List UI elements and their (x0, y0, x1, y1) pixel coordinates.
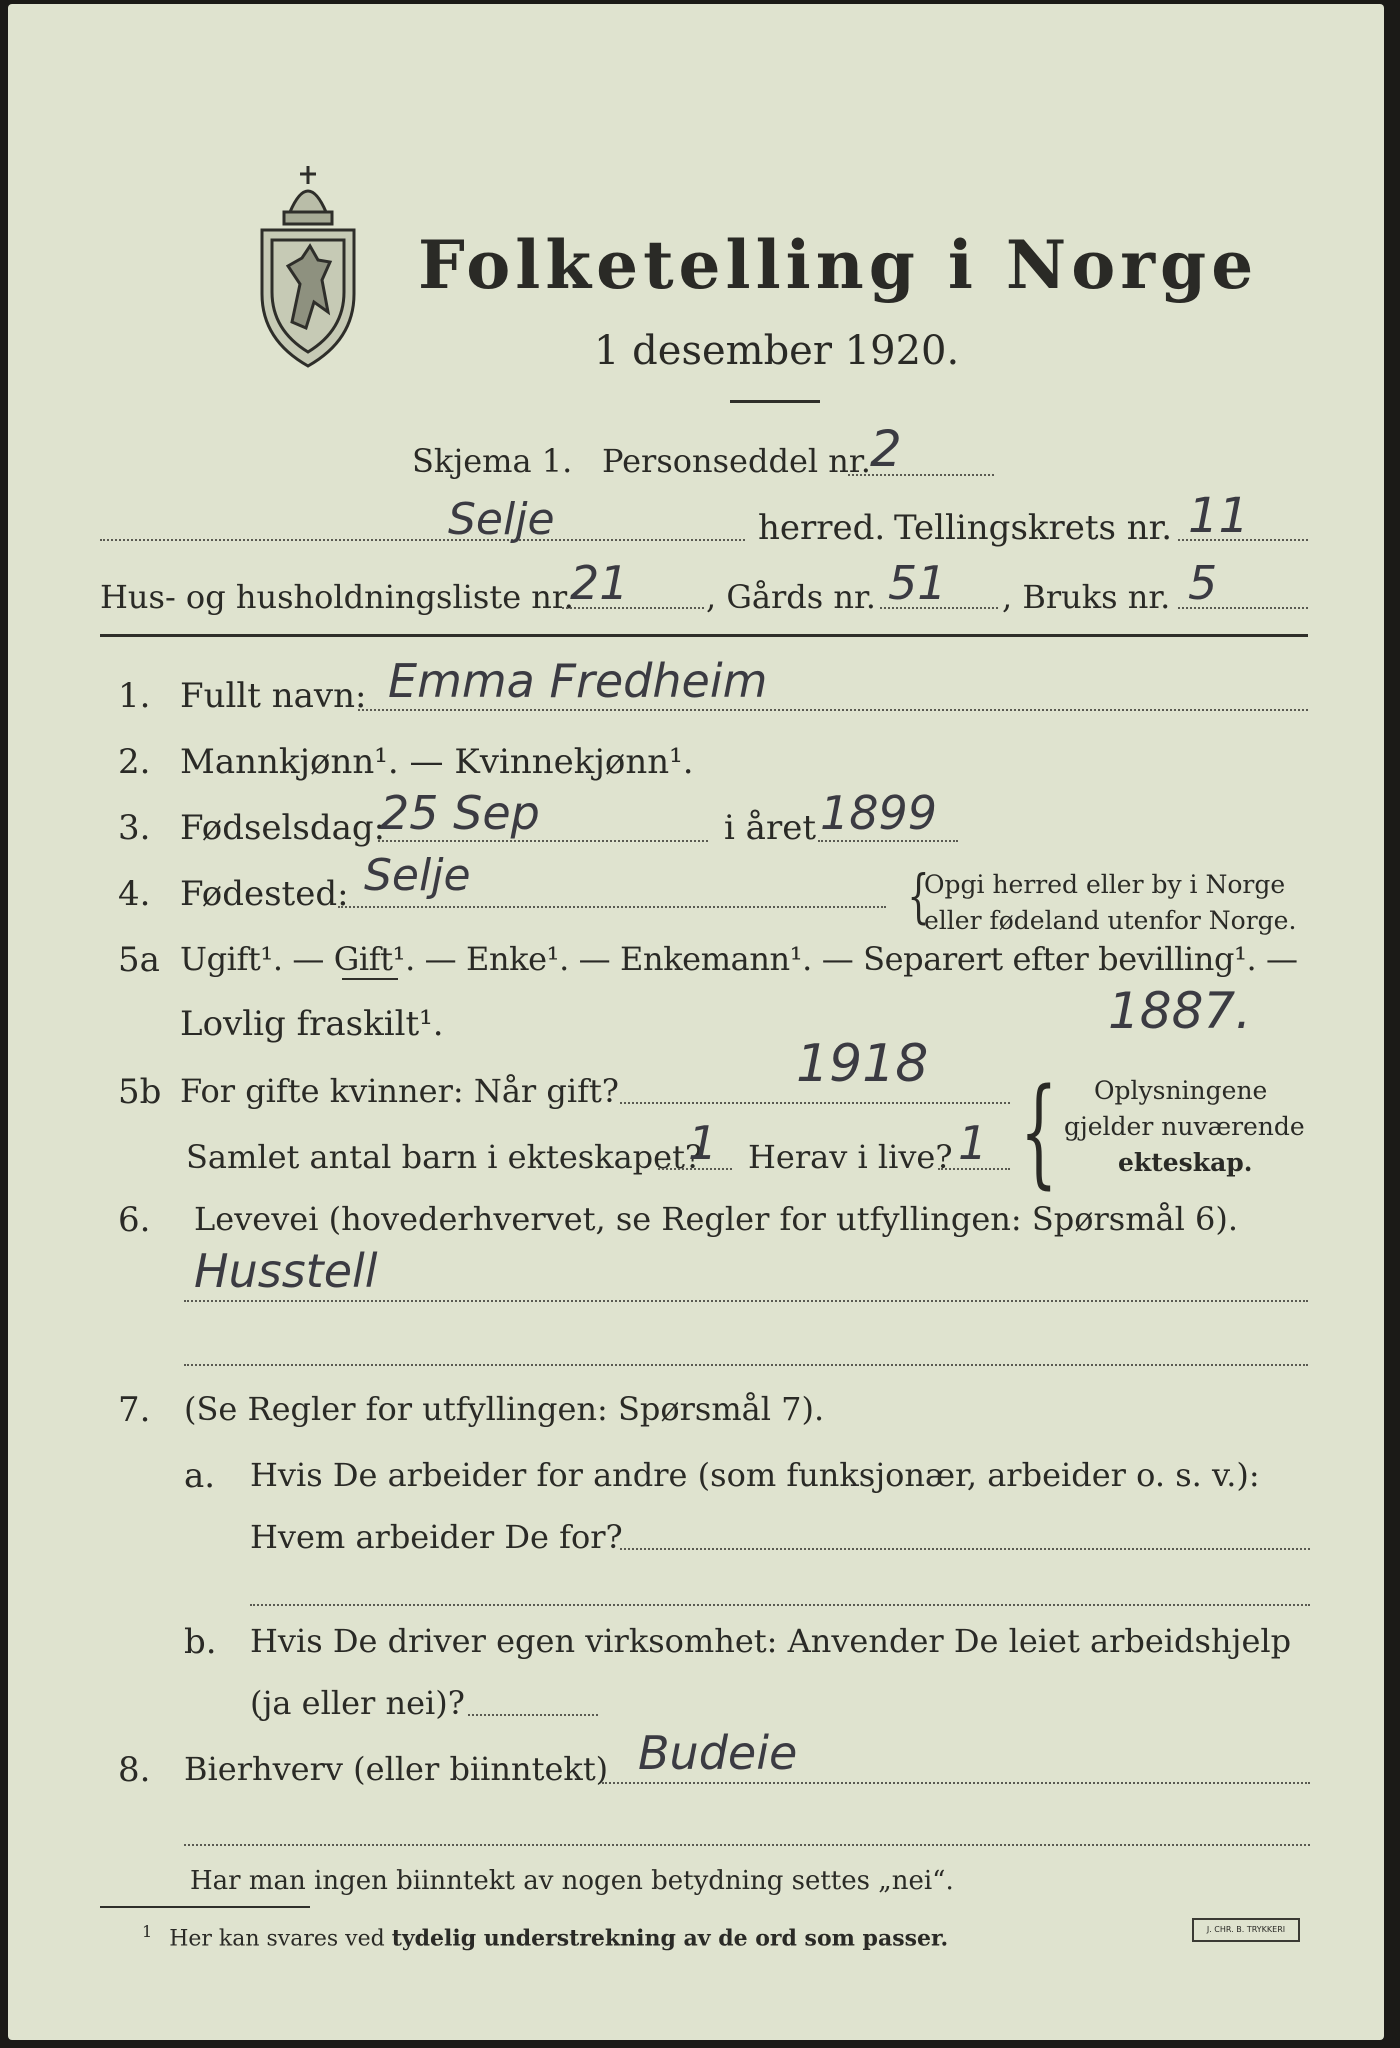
q6-value: Husstell (194, 1244, 378, 1298)
q5b-note-line1: Oplysningene (1094, 1076, 1268, 1105)
q5b-note-line2: gjelder nuværende (1064, 1112, 1305, 1141)
q4-value: Selje (364, 850, 471, 901)
q5b-line (620, 1102, 1010, 1104)
footnote-emphasis: tydelig understrekning av de ord som passer. (391, 1925, 949, 1952)
q4-note-line1: Opgi herred eller by i Norge (924, 870, 1286, 899)
header-divider (100, 634, 1308, 637)
bruks-value: 5 (1188, 556, 1218, 610)
q5b-children-label: Samlet antal barn i ekteskapet? (186, 1138, 703, 1176)
gards-value: 51 (888, 556, 947, 610)
bruks-label: , Bruks nr. (1002, 578, 1171, 616)
q5b-brace: { (1020, 1062, 1058, 1200)
q3-value: 25 Sep (380, 786, 540, 840)
q5a-label-2: Lovlig fraskilt¹. (180, 1004, 444, 1044)
gards-label: , Gårds nr. (706, 578, 876, 616)
q3-number: 3. (118, 808, 151, 848)
skjema-label: Skjema 1. (412, 442, 573, 480)
q1-label: Fullt navn: (180, 676, 367, 716)
q4-note-line2: eller fødeland utenfor Norge. (924, 906, 1297, 935)
q5b-alive-label: Herav i live? (748, 1138, 953, 1176)
census-date: 1 desember 1920. (594, 328, 960, 374)
q7b-number: b. (184, 1622, 217, 1662)
footnote-mark: 1 (142, 1922, 153, 1941)
hus-label: Hus- og husholdningsliste nr. (100, 578, 574, 616)
q1-value: Emma Fredheim (388, 654, 768, 708)
tellingskrets-label: Tellingskrets nr. (894, 508, 1173, 548)
q4-number: 4. (118, 874, 151, 914)
printer-stamp-text: J. CHR. B. TRYKKERI (1206, 1925, 1286, 1934)
q7-number: 7. (118, 1390, 151, 1430)
title-divider (730, 400, 820, 403)
q5b-label: For gifte kvinner: Når gift? (180, 1072, 619, 1110)
q7a-number: a. (184, 1456, 216, 1496)
q3-year-line (818, 840, 958, 842)
coat-of-arms-icon (248, 162, 368, 370)
q7-label: (Se Regler for utfyllingen: Spørsmål 7). (184, 1390, 825, 1428)
herred-line (100, 539, 745, 541)
q7a-line-2 (250, 1604, 1310, 1606)
q5a-label: Ugift¹. — Gift¹. — Enke¹. — Enkemann¹. — Separert efter bevilling¹. — (180, 940, 1298, 978)
q5b-alive-value: 1 (958, 1116, 988, 1170)
printer-stamp (1192, 1918, 1300, 1942)
herred-value: Selje (448, 494, 555, 545)
q8-label: Bierhverv (eller biinntekt) (184, 1750, 609, 1788)
personseddel-value: 2 (870, 420, 902, 478)
q6-label: Levevei (hovederhvervet, se Regler for utfyllingen: Spørsmål 6). (194, 1200, 1239, 1238)
q3-day-line (378, 840, 708, 842)
q7b-label: Hvis De driver egen virksomhet: Anvender De leiet arbeidshjelp (250, 1622, 1292, 1660)
q5b-value: 1918 (796, 1034, 929, 1094)
q3-label: Fødselsdag: (180, 808, 386, 848)
herred-label: herred. (758, 508, 886, 548)
gift-underline (342, 978, 398, 980)
q7a-line-1 (620, 1548, 1310, 1550)
q3-year-value: 1899 (820, 786, 938, 840)
q8-line-2 (184, 1844, 1310, 1846)
q7a-label: Hvis De arbeider for andre (som funksjonær, arbeider o. s. v.): (250, 1456, 1260, 1494)
q6-number: 6. (118, 1200, 151, 1240)
q5b-number: 5b (118, 1072, 162, 1112)
personseddel-label: Personseddel nr. (602, 442, 871, 480)
footnote-rule (100, 1906, 310, 1908)
q5a-annotation: 1887. (1108, 982, 1252, 1040)
q2-number: 2. (118, 742, 151, 782)
q6-line-2 (184, 1364, 1308, 1366)
q3-year-label: i året (724, 808, 816, 848)
q5a-number: 5a (118, 940, 160, 980)
q8-value: Budeie (638, 1726, 798, 1780)
q7a-label-2: Hvem arbeider De for? (250, 1518, 623, 1556)
q4-line (338, 906, 886, 908)
q5b-note-line3: ekteskap. (1118, 1148, 1253, 1177)
q1-line (358, 709, 1308, 711)
q1-number: 1. (118, 676, 151, 716)
q4-label: Fødested: (180, 874, 349, 914)
q2-label: Mannkjønn¹. — Kvinnekjønn¹. (180, 742, 694, 782)
q7b-line (468, 1714, 598, 1716)
q8-number: 8. (118, 1750, 151, 1790)
tellingskrets-value: 11 (1188, 488, 1250, 544)
form-title: Folketelling i Norge (418, 226, 1259, 304)
footer-note: Har man ingen biinntekt av nogen betydning settes „nei“. (190, 1866, 954, 1896)
footnote (142, 1922, 948, 1951)
footnote-text: Her kan svares ved (169, 1926, 385, 1952)
hus-value: 21 (570, 556, 629, 610)
q5b-children-value: 1 (688, 1116, 718, 1170)
q7b-label-2: (ja eller nei)? (250, 1684, 465, 1722)
q6-line-1 (184, 1300, 1308, 1302)
census-form (8, 4, 1384, 2040)
q8-line-1 (602, 1782, 1310, 1784)
q4-brace: { (907, 862, 930, 930)
